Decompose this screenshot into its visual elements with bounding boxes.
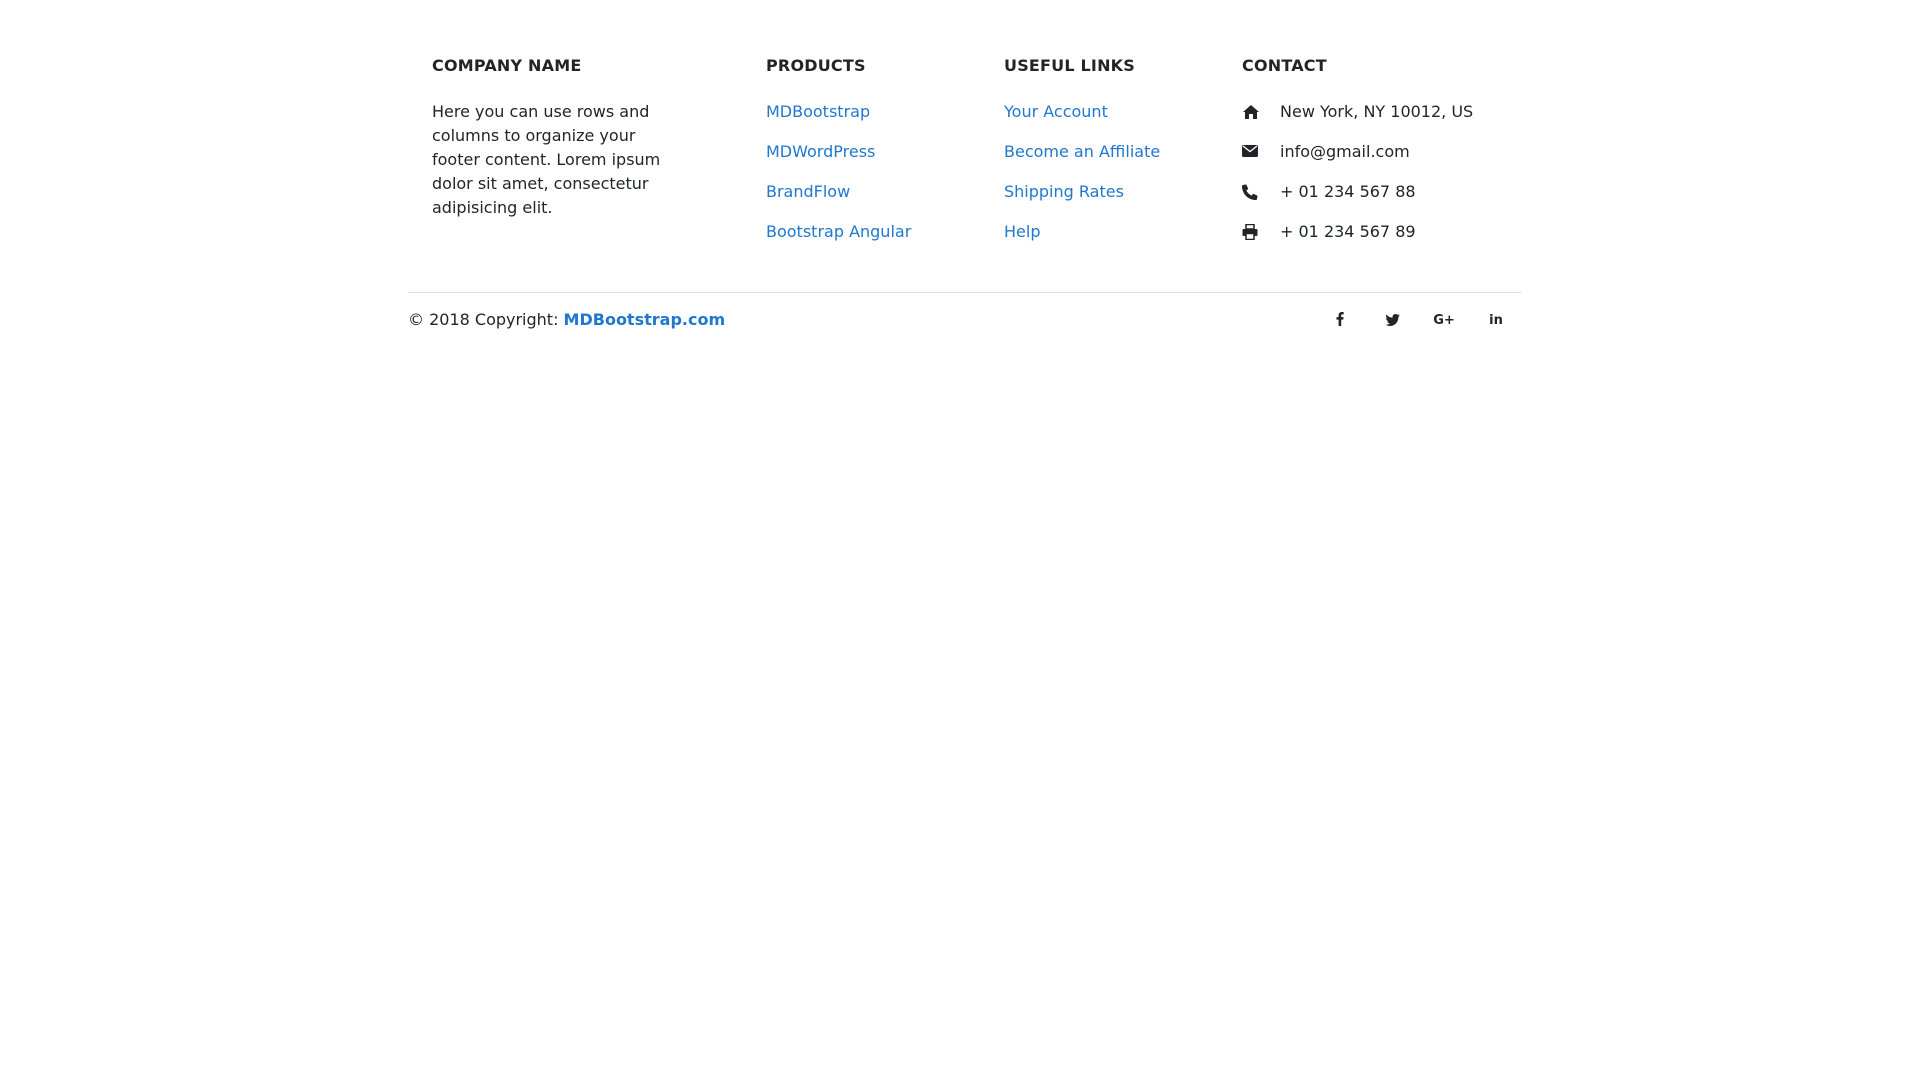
useful-links-column xyxy=(1004,56,1234,260)
link-become-affiliate[interactable]: Become an Affiliate xyxy=(1004,142,1161,161)
contact-phone-text: + 01 234 567 88 xyxy=(1280,182,1416,201)
list-item xyxy=(766,100,986,140)
product-link-bootstrap-angular[interactable]: Bootstrap Angular xyxy=(766,222,912,241)
useful-links-heading: USEFUL LINKS xyxy=(1004,56,1135,75)
list-item xyxy=(1004,180,1234,220)
products-column xyxy=(766,56,986,260)
contact-phone xyxy=(1242,180,1522,220)
contact-fax xyxy=(1242,220,1522,260)
contact-email-text: info@gmail.com xyxy=(1280,142,1410,161)
linkedin-button[interactable] xyxy=(1470,308,1522,332)
contact-column xyxy=(1242,56,1522,260)
list-item xyxy=(766,220,986,260)
contact-heading: CONTACT xyxy=(1242,56,1327,75)
company-description: Here you can use rows and columns to organize your footer content. Lorem ipsum dolor sit amet, consectetur adipisicing elit. xyxy=(432,102,661,217)
contact-address xyxy=(1242,100,1522,140)
copyright-prefix: © 2018 Copyright: xyxy=(408,310,564,329)
twitter-button[interactable] xyxy=(1366,308,1418,332)
useful-links-list xyxy=(1004,100,1234,260)
facebook-icon xyxy=(1336,311,1344,330)
google-plus-button[interactable] xyxy=(1418,308,1470,332)
copyright-link[interactable]: MDBootstrap.com xyxy=(563,310,726,329)
contact-email xyxy=(1242,140,1522,180)
products-list xyxy=(766,100,986,260)
company-column xyxy=(432,56,682,220)
product-link-brandflow[interactable]: BrandFlow xyxy=(766,182,851,201)
social-links xyxy=(1314,308,1522,332)
contact-address-text: New York, NY 10012, US xyxy=(1280,102,1474,121)
twitter-icon xyxy=(1385,311,1400,330)
footer-divider xyxy=(408,292,1522,293)
linkedin-icon: in xyxy=(1489,312,1503,328)
list-item xyxy=(1004,140,1234,180)
link-your-account[interactable]: Your Account xyxy=(1004,102,1108,121)
link-help[interactable]: Help xyxy=(1004,222,1041,241)
product-link-mdbootstrap[interactable]: MDBootstrap xyxy=(766,102,871,121)
list-item xyxy=(766,180,986,220)
print-icon xyxy=(1242,220,1262,244)
contact-fax-text: + 01 234 567 89 xyxy=(1280,222,1416,241)
list-item xyxy=(1004,100,1234,140)
list-item xyxy=(1004,220,1234,260)
product-link-mdwordpress[interactable]: MDWordPress xyxy=(766,142,876,161)
phone-icon xyxy=(1242,180,1262,204)
products-heading: PRODUCTS xyxy=(766,56,866,75)
home-icon xyxy=(1242,100,1262,124)
envelope-icon xyxy=(1242,140,1262,164)
google-plus-icon: G+ xyxy=(1433,312,1455,328)
facebook-button[interactable] xyxy=(1314,308,1366,332)
link-shipping-rates[interactable]: Shipping Rates xyxy=(1004,182,1124,201)
company-heading: COMPANY NAME xyxy=(432,56,582,75)
list-item xyxy=(766,140,986,180)
copyright xyxy=(408,308,725,332)
